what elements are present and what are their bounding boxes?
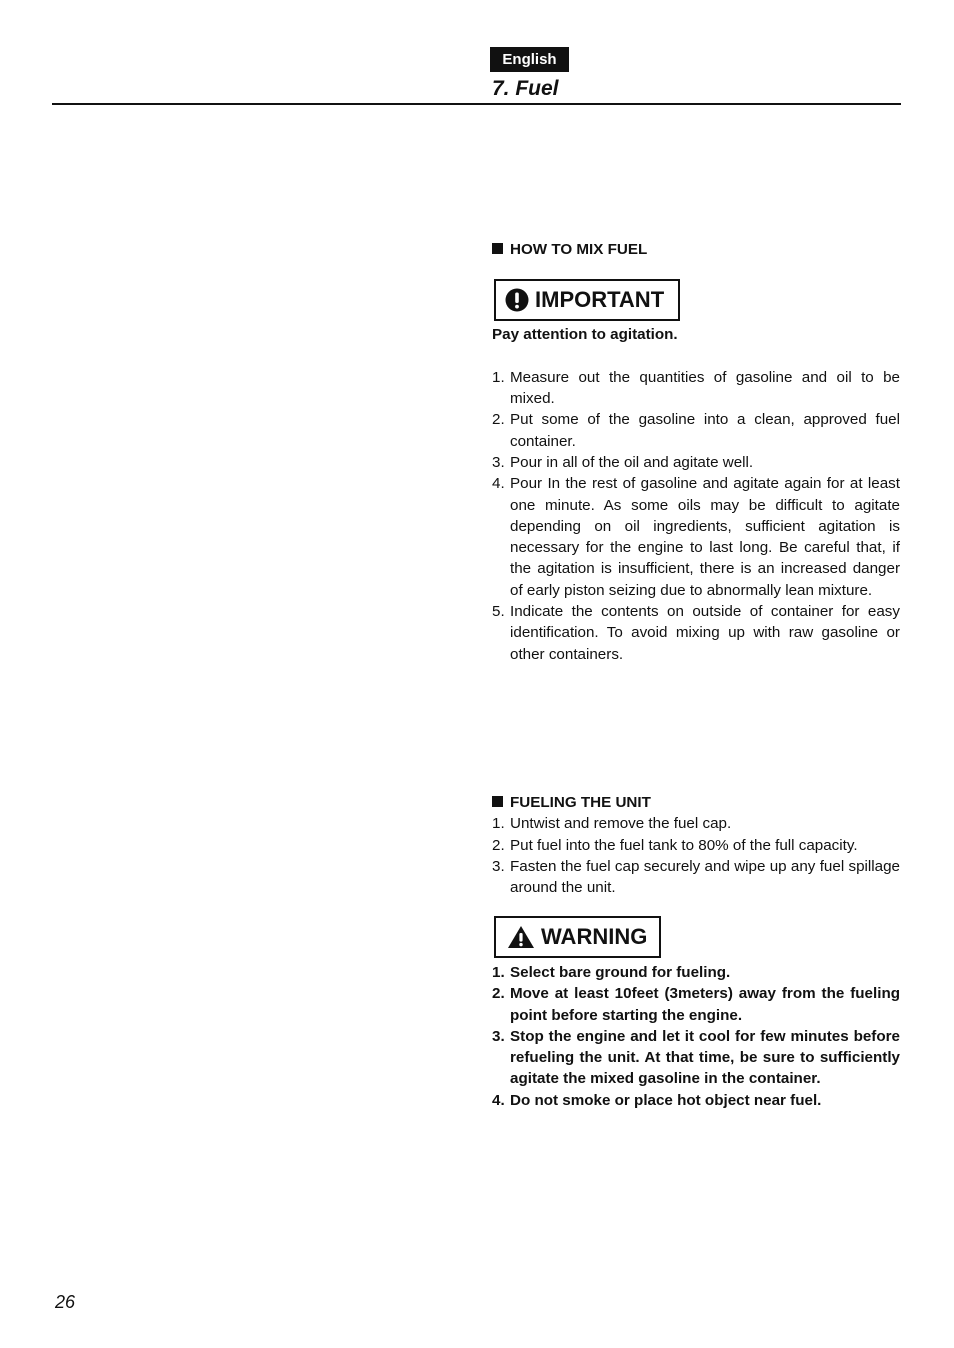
- list-item-text: Pour In the rest of gasoline and agitate again for at least one minute. As some oils may be difficult to agitate depending on oil ingredients, sufficient agitation is necessary for the engine to last long. Be careful that, if the agitation is insufficient, there is an increased danger of early piston seizing due to abnormally lean mixture.: [510, 475, 900, 599]
- list-item-text: Move at least 10feet (3meters) away from the fueling point before starting the engine.: [510, 985, 900, 1024]
- list-item-text: Put some of the gasoline into a clean, approved fuel container.: [510, 411, 900, 450]
- list-item-number: 5.: [492, 603, 505, 621]
- important-label: IMPORTANT: [535, 287, 665, 312]
- list-item-text: Measure out the quantities of gasoline and oil to be mixed.: [510, 368, 900, 408]
- fueling-section: [492, 792, 900, 898]
- warning-triangle-icon: [507, 925, 535, 949]
- list-item-number: 1.: [492, 964, 505, 981]
- list-item: [492, 601, 900, 665]
- list-item-text: Fasten the fuel cap securely and wipe up any fuel spillage around the unit.: [510, 857, 900, 897]
- list-item-text: Untwist and remove the fuel cap.: [510, 815, 732, 833]
- list-item-number: 2.: [492, 836, 505, 854]
- list-item-number: 2.: [492, 411, 505, 429]
- list-item-number: 4.: [492, 475, 505, 493]
- list-item: [492, 452, 900, 473]
- warning-body: [492, 962, 900, 1111]
- list-item-text: Indicate the contents on outside of container for easy identification. To avoid mixing up with raw gasoline or other containers.: [510, 603, 900, 663]
- list-item-number: 3.: [492, 857, 505, 875]
- square-bullet-icon: [492, 243, 503, 254]
- warning-label: WARNING: [541, 924, 648, 949]
- exclamation-circle-icon: [505, 288, 529, 312]
- list-item-number: 4.: [492, 1091, 505, 1109]
- list-item-text: Put fuel into the fuel tank to 80% of the full capacity.: [510, 836, 858, 854]
- mix-section: [492, 239, 900, 260]
- list-item: [492, 409, 900, 452]
- list-item-number: 1.: [492, 815, 505, 833]
- list-item-number: 2.: [492, 985, 505, 1003]
- list-item: [492, 962, 900, 983]
- list-item-number: 3.: [492, 453, 505, 471]
- square-bullet-icon: [492, 796, 503, 807]
- fueling-steps: [492, 813, 900, 898]
- mix-body: [492, 324, 900, 665]
- list-item: [492, 813, 900, 834]
- language-tag: English: [490, 47, 569, 72]
- mix-intro: Pay attention to agitation.: [492, 326, 678, 343]
- page-number: 26: [55, 1292, 76, 1312]
- header-rule: [52, 103, 901, 105]
- important-box: [494, 279, 680, 321]
- list-item-text: Select bare ground for fueling.: [510, 964, 731, 981]
- list-item: [492, 835, 900, 856]
- list-item-text: Stop the engine and let it cool for few minutes before refueling the unit. At that time, be sure to sufficiently agitate the mixed gasoline in the container.: [510, 1027, 900, 1088]
- mix-steps: [492, 367, 900, 665]
- list-item-number: 1.: [492, 368, 505, 386]
- list-item: [492, 367, 900, 410]
- warning-box: [494, 916, 661, 958]
- list-item: [492, 1026, 900, 1090]
- fueling-heading-text: FUELING THE UNIT: [510, 794, 651, 811]
- mix-heading-text: HOW TO MIX FUEL: [510, 241, 648, 258]
- mix-heading: [492, 239, 900, 260]
- section-title: 7. Fuel: [492, 77, 559, 100]
- list-item: [492, 983, 900, 1026]
- list-item-number: 3.: [492, 1027, 505, 1045]
- list-item: [492, 473, 900, 601]
- list-item-text: Do not smoke or place hot object near fuel.: [510, 1091, 822, 1109]
- list-item: [492, 1090, 900, 1111]
- list-item-text: Pour in all of the oil and agitate well.: [510, 453, 754, 471]
- warning-list: [492, 962, 900, 1111]
- list-item: [492, 856, 900, 899]
- fueling-heading: [492, 792, 900, 813]
